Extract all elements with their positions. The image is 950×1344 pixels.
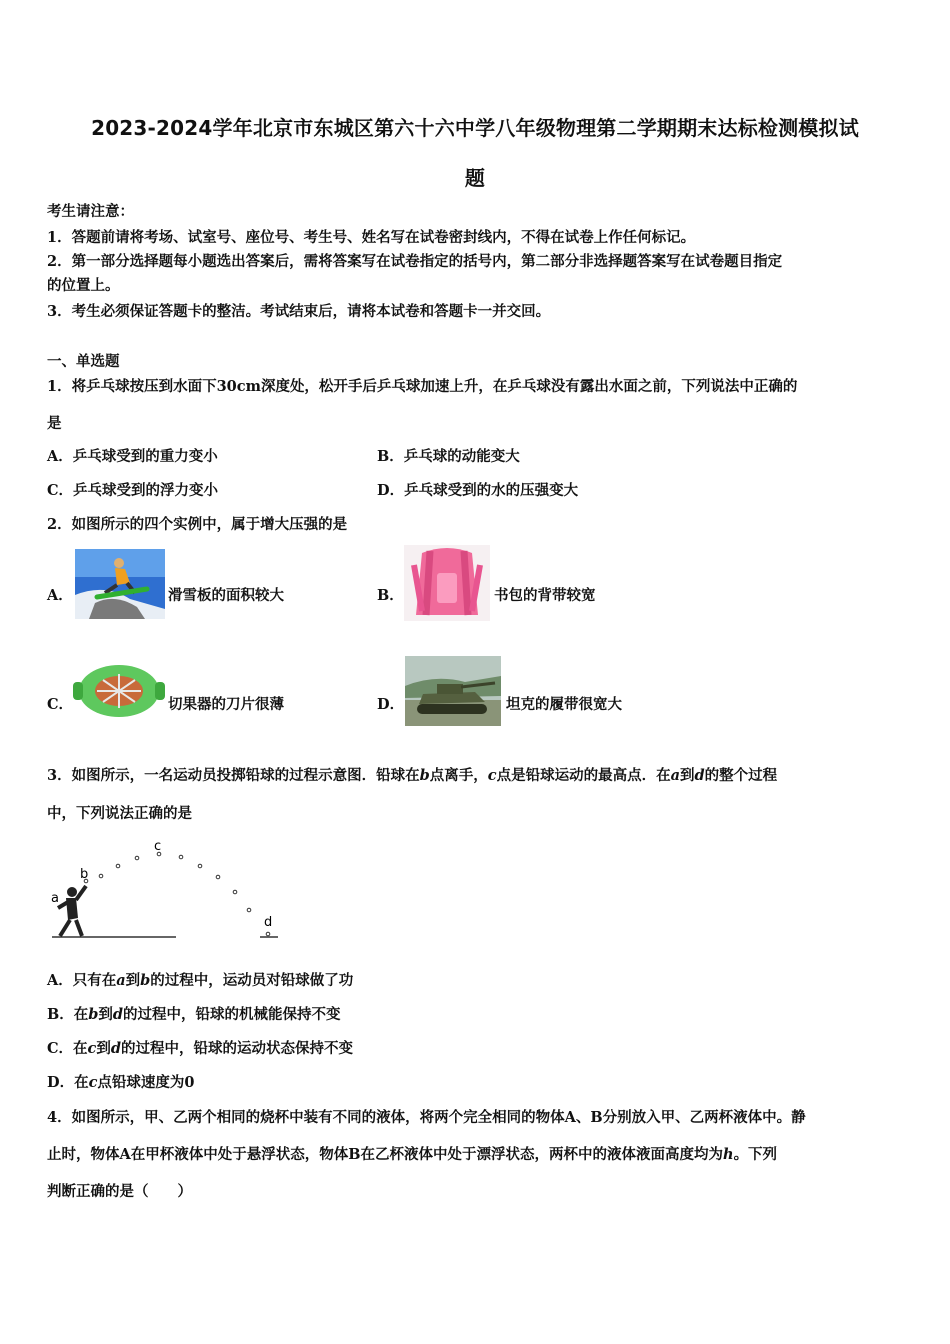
shot-put-diagram <box>46 834 286 944</box>
q4-stem-line2: 止时，物体A在甲杯液体中处于悬浮状态，物体B在乙杯液体中处于漂浮状态，两杯中的液体液面高度均为h。下列 <box>47 1146 778 1163</box>
notice-item-2-cont: 的位置上。 <box>47 277 120 294</box>
q2-option-d-text: 坦克的履带很宽大 <box>506 696 622 713</box>
q2-option-c-letter: C． <box>47 696 74 713</box>
fig-label-c: c <box>154 839 162 854</box>
q1-option-c: C．乒乓球受到的浮力变小 <box>47 482 219 499</box>
q4-stem-line1: 4．如图所示，甲、乙两个相同的烧杯中装有不同的液体，将两个完全相同的物体A、B分别放入甲、乙两杯液体中。静 <box>47 1109 806 1126</box>
notice-item-1: 1．答题前请将考场、试室号、座位号、考生号、姓名写在试卷密封线内，不得在试卷上作任何标记。 <box>47 229 696 246</box>
q2-option-a-letter: A． <box>47 587 73 604</box>
q1-stem-line1: 1．将乒乓球按压到水面下30cm深度处，松开手后乒乓球加速上升，在乒乓球没有露出水面之前，下列说法中正确的 <box>47 378 798 395</box>
q2-option-c-text: 切果器的刀片很薄 <box>168 696 284 713</box>
q3-option-b: B．在b到d的过程中，铅球的机械能保持不变 <box>47 1006 341 1023</box>
snowboard-image <box>75 549 165 619</box>
q1-option-a: A．乒乓球受到的重力变小 <box>47 448 218 465</box>
q2-option-b-text: 书包的背带较宽 <box>494 587 596 604</box>
q3-option-c: C．在c到d的过程中，铅球的运动状态保持不变 <box>47 1040 354 1057</box>
q3-option-d: D．在c点铅球速度为0 <box>47 1074 195 1091</box>
notice-heading: 考生请注意： <box>47 203 134 220</box>
notice-item-2: 2．第一部分选择题每小题选出答案后，需将答案写在试卷指定的括号内，第二部分非选择题答案写在试卷题目指定 <box>47 253 783 270</box>
section-heading: 一、单选题 <box>47 353 120 370</box>
notice-item-3: 3．考生必须保证答题卡的整洁。考试结束后，请将本试卷和答题卡一并交回。 <box>47 303 551 320</box>
q2-stem: 2．如图所示的四个实例中，属于增大压强的是 <box>47 516 348 533</box>
tank-image <box>405 656 501 726</box>
exam-title-line1: 2023-2024学年北京市东城区第六十六中学八年级物理第二学期期末达标检测模拟试 <box>91 116 859 140</box>
q4-stem-line3: 判断正确的是（ ） <box>47 1183 192 1200</box>
fig-label-d: d <box>264 915 273 930</box>
q1-option-b: B．乒乓球的动能变大 <box>377 448 520 465</box>
q3-stem-line2: 中，下列说法正确的是 <box>47 805 192 822</box>
q2-option-b-letter: B． <box>377 587 404 604</box>
q2-option-a-text: 滑雪板的面积较大 <box>168 587 284 604</box>
q3-option-a: A．只有在a到b的过程中，运动员对铅球做了功 <box>47 972 354 989</box>
q1-stem-line2: 是 <box>47 415 62 432</box>
q3-stem-line1: 3．如图所示，一名运动员投掷铅球的过程示意图．铅球在b点离手，c点是铅球运动的最高点．在a到d的整个过程 <box>47 767 778 784</box>
fig-label-a: a <box>51 891 59 906</box>
fruit-cutter-image <box>73 656 165 726</box>
exam-title-line2: 题 <box>464 166 486 190</box>
fig-label-b: b <box>80 867 89 882</box>
q1-option-d: D．乒乓球受到的水的压强变大 <box>377 482 579 499</box>
backpack-image <box>404 545 490 621</box>
q2-option-d-letter: D． <box>377 696 405 713</box>
